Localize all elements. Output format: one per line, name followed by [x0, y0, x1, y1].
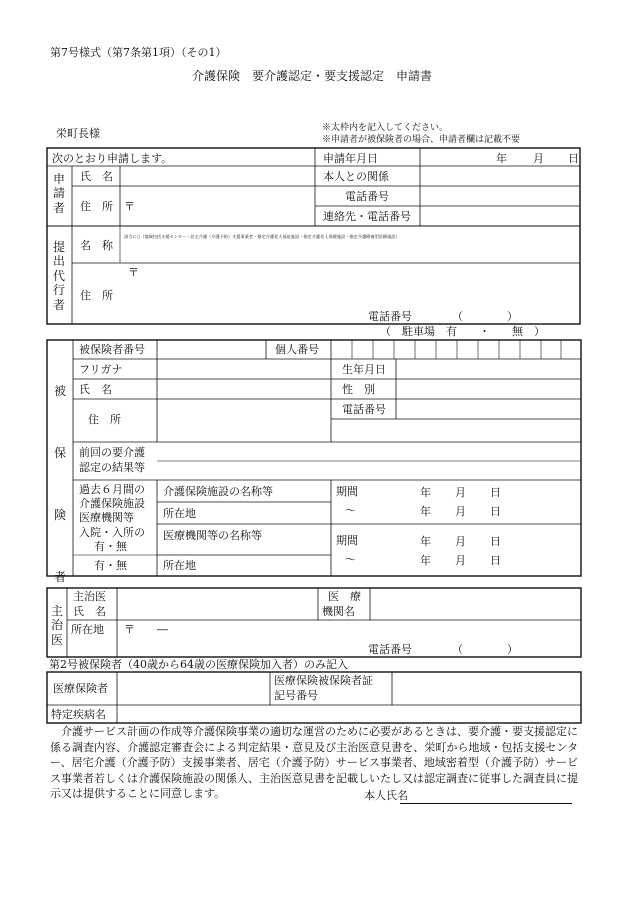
insurer-label: 医療保険者 [53, 682, 108, 695]
p1-day: 日 [490, 486, 501, 499]
card-label-2: 記号番号 [274, 689, 318, 702]
signature-label: 本人氏名 [364, 789, 408, 802]
doctor-phone-paren: （ ） [452, 643, 518, 656]
applicant-section-label: 申請者 [52, 172, 65, 215]
form-title: 介護保険 要介護認定・要支援認定 申請書 [192, 69, 433, 83]
intro-text: 次のとおり申請します。 [52, 152, 173, 165]
applicant-name-label: 氏 名 [80, 170, 113, 183]
hosp-label-4: 入院・入所の [79, 526, 145, 539]
p3-month: 月 [455, 535, 466, 548]
facility-name-label: 介護保険施設の名称等 [163, 485, 273, 498]
apply-year: 年 [496, 152, 507, 165]
hosp-label-6: 有・無 [94, 559, 127, 572]
p3-day: 日 [490, 535, 501, 548]
p1-year: 年 [420, 486, 431, 499]
doctor-location-label: 所在地 [71, 623, 104, 636]
consent-text: 介護サービス計画の作成等介護保険事業の適切な運営のために必要があるときは、要介護・要支援認定に係る調査内容、介護認定審査会による判定結果・意見及び主治医意見書を、栄町から地域・包括支援センター、居宅介護（介護予防）支援事業者、居宅（介護予防）サービス事業者、地域密着型（介護予防）サービス事業者若しくは介護保険施設の関係人、主治医意見書を記載しいたし又は認定調査に従事した調査員に提示又は提供することに同意します。 [50, 725, 578, 800]
institution-label-2: 機関名 [322, 605, 355, 618]
hosp-label-1: 過去６月間の [79, 483, 145, 496]
p2-year: 年 [420, 505, 431, 518]
apply-date-label: 申請年月日 [323, 152, 378, 165]
individual-number-label: 個人番号 [275, 343, 319, 356]
facility-period-label: 期間 [336, 485, 358, 498]
agent-phone-label: 電話番号 [368, 310, 412, 323]
form-number: 第7号様式（第7条第1項）（その1） [50, 46, 227, 59]
insured-section-label: 被保険者 [53, 384, 66, 584]
sex-label: 性 別 [342, 383, 375, 396]
p2-month: 月 [455, 505, 466, 518]
p4-month: 月 [455, 554, 466, 567]
medical-name-label: 医療機関等の名称等 [163, 529, 262, 542]
doctor-section-label: 主治医 [50, 604, 63, 647]
parking-option: （ 駐車場 有 ・ 無 ） [380, 325, 545, 338]
medical-location-label: 所在地 [163, 559, 196, 572]
signature-line[interactable] [400, 802, 572, 804]
applicant-address-label: 住 所 [80, 200, 113, 213]
furigana-label: フリガナ [79, 363, 123, 376]
relation-label: 本人との関係 [323, 170, 389, 183]
apply-day: 日 [568, 152, 579, 165]
hosp-label-5: 有・無 [94, 540, 127, 553]
card-label-1: 医療保険被保険者証 [274, 674, 373, 687]
addressee: 栄町長様 [56, 127, 100, 140]
doctor-postal: 〒 ― [124, 623, 168, 636]
prev-result-label-2: 認定の結果等 [79, 461, 145, 474]
hosp-label-2: 介護保険施設 [79, 497, 145, 510]
prev-result-label-1: 前回の要介護 [79, 446, 145, 459]
institution-label-1: 医 療 [328, 590, 361, 603]
insured-number-label: 被保険者番号 [79, 343, 145, 356]
birthdate-label: 生年月日 [342, 363, 386, 376]
apply-month: 月 [533, 152, 544, 165]
agent-phone-paren: （ ） [452, 310, 518, 323]
applicant-postal-mark: 〒 [124, 200, 135, 213]
agent-address-label: 住 所 [80, 289, 113, 302]
agent-postal-mark: 〒 [128, 266, 139, 279]
p4-year: 年 [420, 554, 431, 567]
disease-label: 特定疾病名 [51, 708, 106, 721]
facility-period-tilde: ～ [345, 504, 356, 517]
no2-heading: 第2号被保険者（40歳から64歳の医療保険加入者）のみ記入 [49, 658, 348, 671]
doctor-name-label-2: 氏 名 [73, 605, 106, 618]
agent-name-label: 名 称 [80, 239, 113, 252]
note-1: ※太枠内を記入してください。 [322, 123, 449, 133]
facility-location-label: 所在地 [163, 507, 196, 520]
p3-year: 年 [420, 535, 431, 548]
insured-name-label: 氏 名 [79, 383, 112, 396]
doctor-phone-label: 電話番号 [368, 643, 412, 656]
contact-label: 連絡先・電話番号 [323, 210, 411, 223]
insured-address-label: 住 所 [88, 413, 121, 426]
doctor-name-label-1: 主治医 [73, 590, 106, 603]
p4-day: 日 [490, 554, 501, 567]
insured-phone-label: 電話番号 [342, 403, 386, 416]
applicant-phone-label: 電話番号 [345, 190, 389, 203]
agent-name-note: 該当に○（地域包括支援センター・居宅介護（介護予防）支援事業者・指定介護老人福祉施設・指定介護老人保健施設・指定介護療養型医療施設） [124, 234, 400, 239]
medical-period-label: 期間 [336, 534, 358, 547]
agent-section-label: 提出代行者 [52, 240, 65, 312]
p1-month: 月 [455, 486, 466, 499]
hosp-label-3: 医療機関等 [79, 511, 134, 524]
note-2: ※申請者が被保険者の場合、申請者欄は記載不要 [322, 135, 521, 145]
p2-day: 日 [490, 505, 501, 518]
medical-period-tilde: ～ [345, 553, 356, 566]
